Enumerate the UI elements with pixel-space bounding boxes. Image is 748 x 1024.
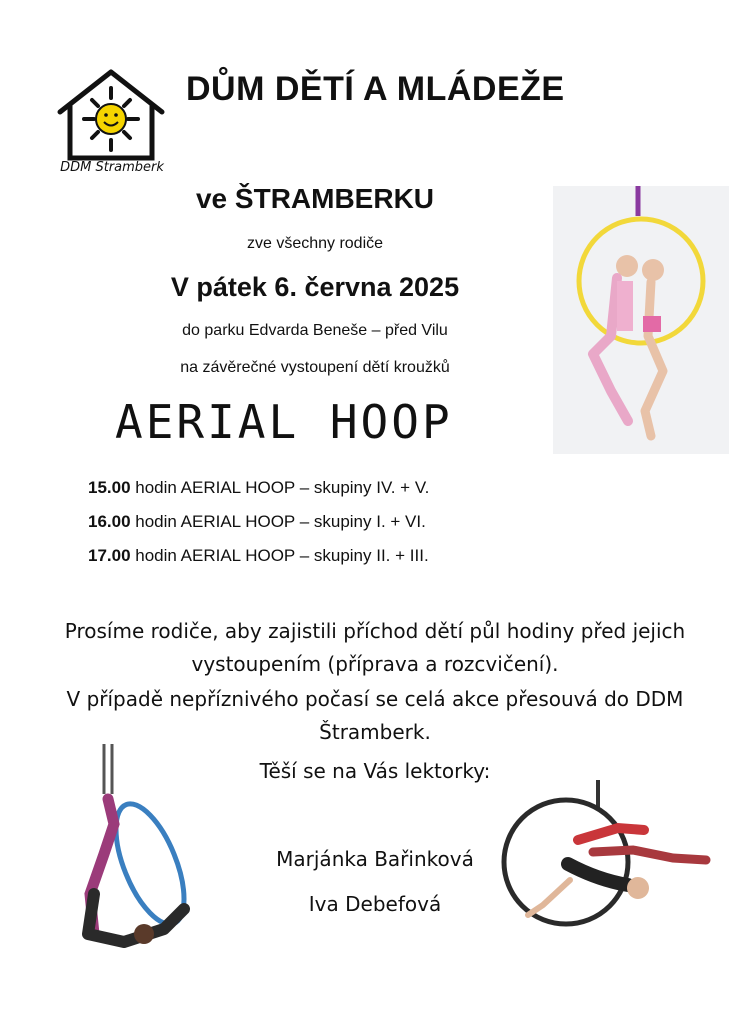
schedule-item: [88, 478, 528, 498]
schedule-item: [88, 546, 528, 566]
event-name: AERIAL HOOP: [115, 395, 453, 449]
greeting-text: Těší se na Vás lektorky:: [259, 759, 491, 783]
schedule-time: 17.00: [88, 546, 131, 565]
schedule-text: hodin AERIAL HOOP – skupiny II. + III.: [130, 546, 429, 565]
logo-caption: DDM Štramberk: [60, 160, 164, 175]
page-title: DŮM DĚTÍ A MLÁDEŽE: [186, 70, 565, 108]
schedule-time: 16.00: [88, 512, 131, 531]
page-subtitle: ve ŠTRAMBERKU: [195, 183, 435, 214]
schedule-time: 15.00: [88, 478, 131, 497]
aerial-hoop-dark-photo: [498, 780, 720, 930]
schedule-text: hodin AERIAL HOOP – skupiny I. + VI.: [130, 512, 426, 531]
event-place: do parku Edvarda Beneše – před Vilu: [182, 322, 448, 339]
weather-note: V případě nepříznivého počasí se celá akce přesouvá do DDM Štramberk.: [66, 687, 684, 744]
aerial-hoop-blue-photo: [64, 744, 204, 954]
aerial-hoop-girls-photo: [553, 186, 729, 454]
event-description: na závěrečné vystoupení dětí kroužků: [180, 359, 450, 376]
arrival-note: Prosíme rodiče, aby zajistili příchod dětí půl hodiny před jejich vystoupením (příprava a rozcvičení).: [64, 619, 686, 676]
invite-text: zve všechny rodiče: [246, 235, 384, 252]
event-date: V pátek 6. června 2025: [170, 272, 460, 302]
lecturer-name: Marjánka Bařinková: [276, 847, 474, 871]
schedule-item: [88, 512, 528, 532]
lecturer-name: Iva Debefová: [308, 892, 442, 916]
schedule-text: hodin AERIAL HOOP – skupiny IV. + V.: [130, 478, 430, 497]
